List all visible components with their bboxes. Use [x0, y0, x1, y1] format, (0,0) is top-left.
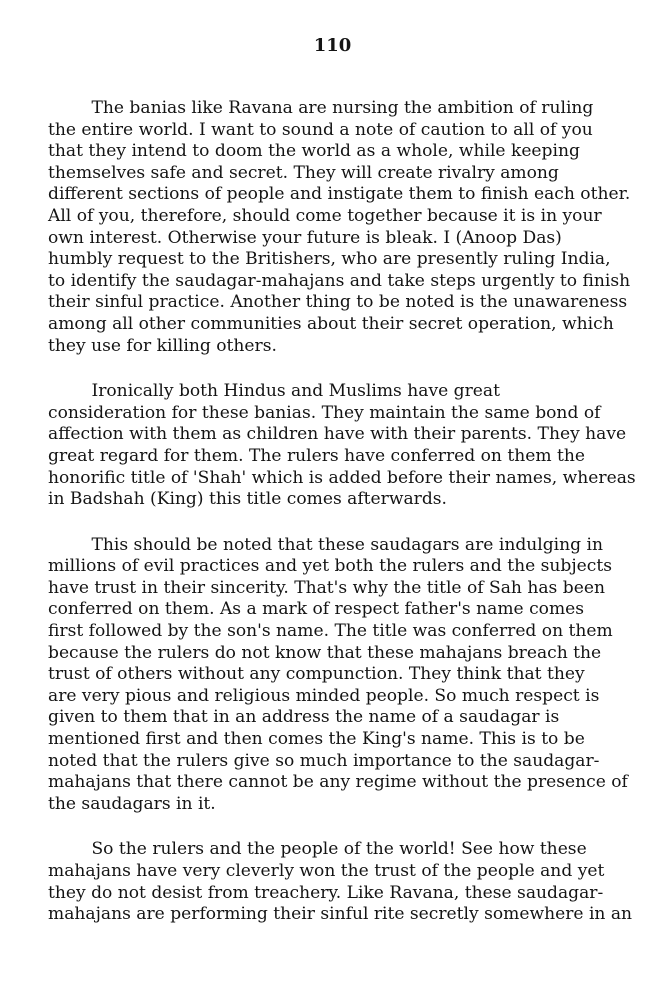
text-line: among all other communities about their secret operation, which [48, 313, 614, 334]
text-line: honorific title of 'Shah' which is added before their names, whereas [48, 467, 636, 488]
paragraph-3 [48, 534, 628, 816]
text-line: So the rulers and the people of the world! See how these [48, 839, 587, 860]
text-line: are very pious and religious minded people. So much respect is [48, 685, 600, 706]
text-line: consideration for these banias. They maintain the same bond of [48, 402, 601, 423]
paragraph-2 [48, 381, 636, 511]
text-line: affection with them as children have with their parents. They have [48, 424, 627, 445]
text-line: they use for killing others. [48, 335, 277, 356]
text-line: own interest. Otherwise your future is bleak. I (Anoop Das) [48, 227, 562, 248]
text-line: the saudagars in it. [48, 793, 216, 814]
text-line: the entire world. I want to sound a note of caution to all of you [48, 119, 593, 140]
page-number: 110 [313, 35, 352, 56]
text-line: themselves safe and secret. They will create rivalry among [48, 162, 559, 183]
text-line: great regard for them. The rulers have conferred on them the [48, 445, 586, 466]
text-line: The banias like Ravana are nursing the ambition of ruling [48, 98, 594, 118]
text-line: Ironically both Hindus and Muslims have great [48, 381, 500, 402]
text-line: their sinful practice. Another thing to be noted is the unawareness [48, 292, 628, 313]
text-line: mentioned first and then comes the King's name. This is to be [48, 729, 585, 750]
text-line: in Badshah (King) this title comes afterwards. [48, 489, 447, 510]
text-line: they do not desist from treachery. Like Ravana, these saudagar- [48, 882, 604, 903]
text-line: different sections of people and instigate them to finish each other. [48, 184, 631, 205]
paragraph-4 [48, 839, 633, 925]
text-line: All of you, therefore, should come together because it is in your [48, 205, 602, 226]
paragraph-1 [48, 98, 631, 357]
text-line: millions of evil practices and yet both the rulers and the subjects [48, 556, 613, 577]
text-line: given to them that in an address the name of a saudagar is [48, 707, 560, 728]
text-line: because the rulers do not know that these mahajans breach the [48, 642, 602, 663]
text-line: This should be noted that these saudagars are indulging in [48, 534, 604, 555]
text-line: that they intend to doom the world as a whole, while keeping [48, 141, 580, 162]
text-line: trust of others without any compunction. They think that they [48, 664, 585, 685]
text-line: humbly request to the Britishers, who are presently ruling India, [48, 249, 611, 270]
text-line: conferred on them. As a mark of respect father's name comes [48, 599, 585, 620]
text-line: to identify the saudagar-mahajans and take steps urgently to finish [48, 270, 631, 291]
text-line: first followed by the son's name. The title was conferred on them [48, 621, 613, 642]
text-line: mahajans that there cannot be any regime without the presence of [48, 772, 628, 793]
text-line: mahajans are performing their sinful rite secretly somewhere in an [48, 904, 633, 925]
text-line: noted that the rulers give so much importance to the saudagar- [48, 750, 600, 771]
text-line: have trust in their sincerity. That's why the title of Sah has been [48, 577, 605, 598]
text-line: mahajans have very cleverly won the trust of the people and yet [48, 861, 605, 881]
